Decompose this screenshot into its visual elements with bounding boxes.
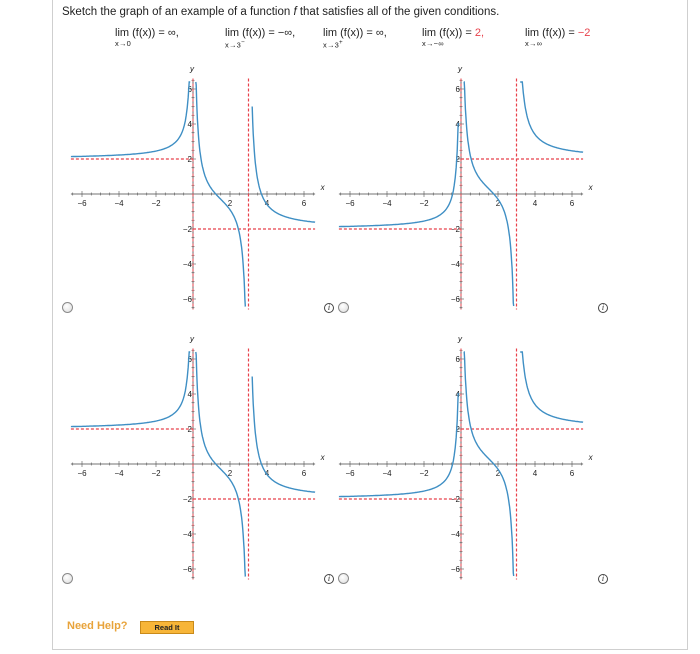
y-tick-label: −6 (450, 295, 460, 304)
y-tick-label: 4 (455, 390, 460, 399)
y-tick-label: −2 (450, 225, 460, 234)
condition-5: lim (f(x)) = −2 x→∞ (525, 27, 591, 48)
y-tick-label: 6 (187, 355, 192, 364)
y-tick-label: 4 (187, 120, 192, 129)
info-icon[interactable]: i (598, 574, 608, 584)
y-tick-label: −2 (182, 225, 192, 234)
x-axis-label: x (320, 453, 325, 462)
x-tick-label: −6 (345, 199, 355, 208)
x-tick-label: 2 (227, 199, 233, 208)
x-tick-label: 2 (227, 469, 233, 478)
condition-3: lim (f(x)) = ∞, x→3+ (323, 27, 387, 50)
y-axis-label: y (458, 64, 462, 74)
curve-right-branch (520, 352, 583, 422)
y-tick-label: 2 (187, 155, 192, 164)
radio-option-b[interactable] (338, 302, 349, 313)
y-tick-label: −6 (182, 295, 192, 304)
y-tick-label: −4 (182, 530, 192, 539)
graph-option-d (340, 333, 593, 578)
x-tick-label: −2 (419, 469, 429, 478)
x-tick-label: −6 (345, 469, 355, 478)
condition-4: lim (f(x)) = 2, x→−∞ (422, 27, 485, 48)
y-tick-label: 6 (455, 85, 460, 94)
need-help-label: Need Help? (67, 620, 128, 632)
radio-option-a[interactable] (62, 302, 73, 313)
info-icon[interactable]: i (324, 303, 334, 313)
x-tick-label: −4 (382, 199, 392, 208)
x-axis-label: x (588, 453, 593, 462)
x-tick-label: 6 (301, 469, 307, 478)
x-tick-label: −4 (114, 469, 124, 478)
x-tick-label: −2 (151, 199, 161, 208)
read-it-button[interactable]: Read It (140, 621, 194, 634)
x-axis-label: x (588, 183, 593, 192)
x-tick-label: 4 (264, 199, 270, 208)
y-tick-label: −6 (182, 565, 192, 574)
y-tick-label: −4 (450, 260, 460, 269)
x-tick-label: 2 (495, 199, 501, 208)
condition-2: lim (f(x)) = −∞, x→3− (225, 27, 296, 50)
y-tick-label: 2 (455, 425, 460, 434)
x-tick-label: −2 (419, 199, 429, 208)
graph-option-b (340, 63, 593, 308)
graph-option-a (72, 63, 325, 308)
y-axis-label: y (190, 64, 194, 74)
y-tick-label: −4 (450, 530, 460, 539)
condition-5-sub: x→∞ (525, 39, 543, 48)
y-axis-label: y (458, 334, 462, 344)
curve-left-branch (339, 123, 458, 227)
y-tick-label: 2 (455, 155, 460, 164)
x-tick-label: −4 (114, 199, 124, 208)
radio-option-c[interactable] (62, 573, 73, 584)
info-icon[interactable]: i (324, 574, 334, 584)
y-axis-label: y (190, 334, 194, 344)
x-tick-label: 6 (569, 469, 575, 478)
x-tick-label: 4 (532, 199, 538, 208)
x-tick-label: −4 (382, 469, 392, 478)
condition-4-sub: x→−∞ (422, 39, 444, 48)
curve-left-branch (71, 352, 190, 427)
y-tick-label: 2 (187, 425, 192, 434)
graph-option-c (72, 333, 325, 578)
radio-option-d[interactable] (338, 573, 349, 584)
y-tick-label: 6 (455, 355, 460, 364)
condition-1: lim (f(x)) = ∞, x→0 (115, 27, 179, 48)
y-tick-label: −2 (182, 495, 192, 504)
x-tick-label: 6 (301, 199, 307, 208)
x-tick-label: 4 (532, 469, 538, 478)
y-tick-label: −2 (450, 495, 460, 504)
y-tick-label: −6 (450, 565, 460, 574)
curve-right-branch (520, 82, 583, 152)
y-tick-label: 4 (455, 120, 460, 129)
x-tick-label: 6 (569, 199, 575, 208)
condition-1-sub: x→0 (115, 39, 132, 48)
curve-left-branch (339, 393, 458, 497)
limit-conditions (115, 27, 635, 53)
x-tick-label: −6 (77, 199, 87, 208)
y-tick-label: −4 (182, 260, 192, 269)
y-tick-label: 6 (187, 85, 192, 94)
question-prompt: Sketch the graph of an example of a function f that satisfies all of the given conditions. (62, 6, 500, 18)
x-tick-label: −6 (77, 469, 87, 478)
x-tick-label: 4 (264, 469, 270, 478)
x-axis-label: x (320, 183, 325, 192)
x-tick-label: −2 (151, 469, 161, 478)
info-icon[interactable]: i (598, 303, 608, 313)
x-tick-label: 2 (495, 469, 501, 478)
y-tick-label: 4 (187, 390, 192, 399)
curve-left-branch (71, 82, 190, 157)
